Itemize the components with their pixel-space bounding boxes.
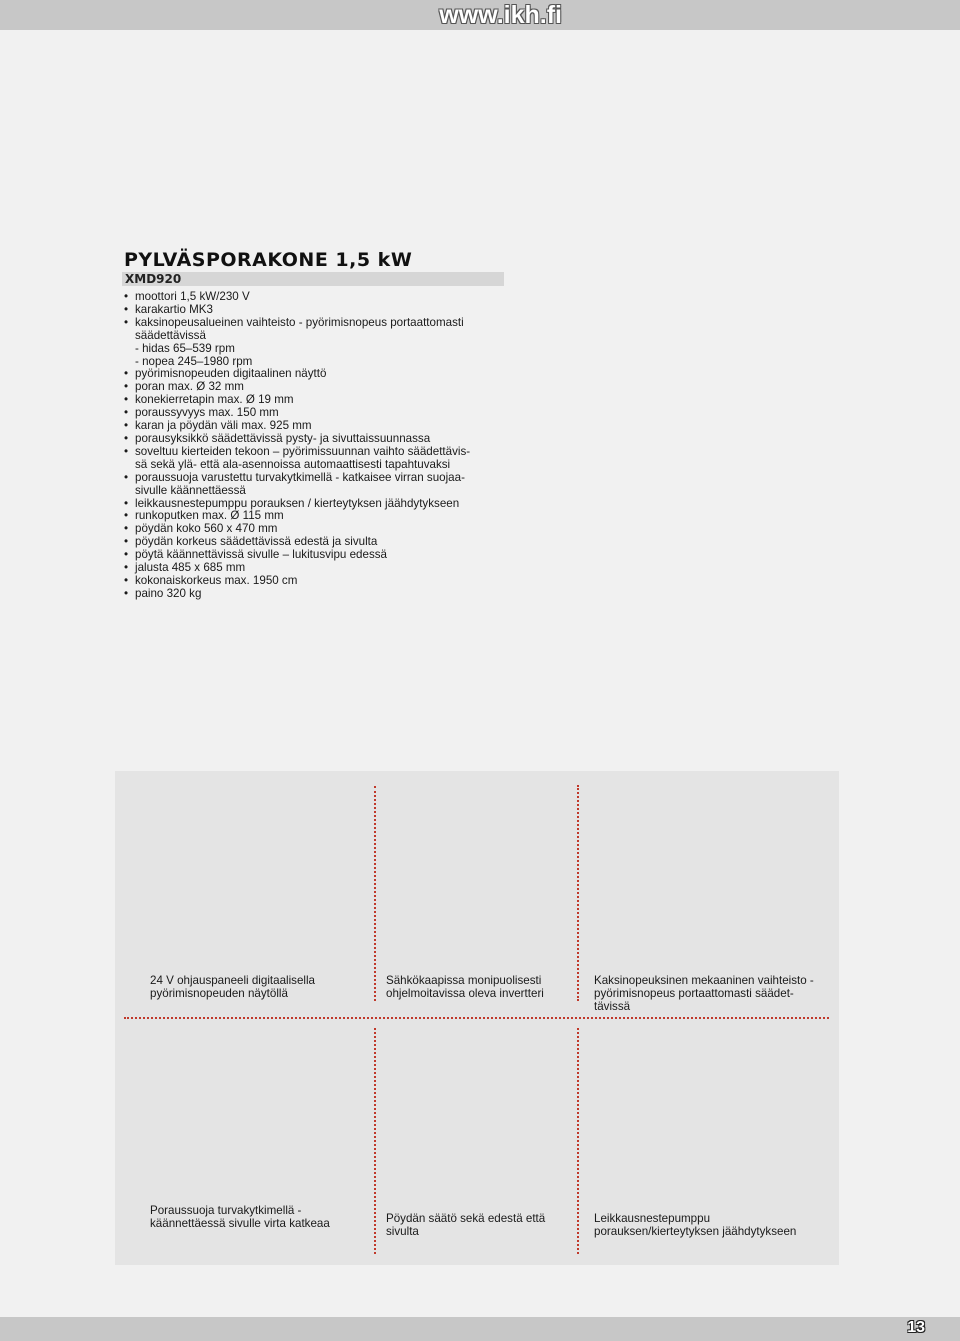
feature-item: • karakartio MK3 [124, 304, 514, 317]
feature-item: • konekierretapin max. Ø 19 mm [124, 394, 514, 407]
column-separator [374, 786, 376, 1001]
feature-item: • pöydän korkeus säädettävissä edestä ja sivulta [124, 536, 514, 549]
feature-item: • moottori 1,5 kW/230 V [124, 291, 514, 304]
feature-item: • pöytä käännettävissä sivulle – lukitusvipu edessä [124, 549, 514, 562]
feature-item: • poraussyvyys max. 150 mm [124, 407, 514, 420]
model-bar [122, 272, 504, 286]
feature-item: • pyörimisnopeuden digitaalinen näyttö [124, 368, 514, 381]
caption-inverter: Sähkökaapissa monipuolisesti ohjelmoitavissa oleva invertteri [386, 974, 544, 1000]
feature-item: • leikkausnestepumppu porauksen / kierteytyksen jäähdytykseen [124, 498, 514, 511]
column-separator [577, 785, 579, 1001]
feature-item: • karan ja pöydän väli max. 925 mm [124, 420, 514, 433]
column-separator [577, 1028, 579, 1254]
feature-item: • paino 320 kg [124, 588, 514, 601]
feature-list [124, 291, 514, 601]
feature-item: • porausyksikkö säädettävissä pysty- ja sivuttaissuunnassa [124, 433, 514, 446]
caption-guard: Poraussuoja turvakytkimellä - käännettäessä sivulle virta katkeaa [150, 1204, 330, 1230]
product-title: PYLVÄSPORAKONE 1,5 kW [124, 249, 413, 271]
column-separator [374, 1028, 376, 1254]
row-separator [124, 1017, 829, 1019]
bottom-bar [0, 1317, 960, 1341]
feature-item: • jalusta 485 x 685 mm [124, 562, 514, 575]
site-url[interactable]: www.ikh.fi [439, 1, 562, 29]
model-code: XMD920 [125, 272, 182, 286]
caption-table-adjust: Pöydän säätö sekä edestä että sivulta [386, 1212, 546, 1238]
page-number: 13 [907, 1319, 925, 1336]
feature-item: - nopea 245–1980 rpm [135, 354, 253, 368]
caption-control-panel: 24 V ohjauspaneeli digitaalisella pyörimisnopeuden näytöllä [150, 974, 316, 1000]
feature-item: • poraussuoja varustettu turvakytkimellä - katkaisee virran suojaa- sivulle käännettäessä [124, 472, 514, 498]
feature-item: • runkoputken max. Ø 115 mm [124, 510, 514, 523]
feature-item: • kaksinopeusalueinen vaihteisto - pyörimisnopeus portaattomasti säädettävissä [124, 317, 514, 343]
caption-coolant-pump: Leikkausnestepumppu porauksen/kierteytyksen jäähdytykseen [594, 1212, 797, 1238]
feature-item: • kokonaiskorkeus max. 1950 cm [124, 575, 514, 588]
feature-item: • soveltuu kierteiden tekoon – pyörimissuunnan vaihto säädettävis- sä sekä ylä- että ala-asennoissa automaattisesti tapahtuvaksi [124, 446, 514, 472]
top-bar [0, 0, 960, 30]
feature-item: - hidas 65–539 rpm [135, 341, 235, 355]
feature-item: • poran max. Ø 32 mm [124, 381, 514, 394]
feature-item: • pöydän koko 560 x 470 mm [124, 523, 514, 536]
caption-gearbox: Kaksinopeuksinen mekaaninen vaihteisto - pyörimisnopeus portaattomasti säädet- tävissä [594, 974, 814, 1013]
